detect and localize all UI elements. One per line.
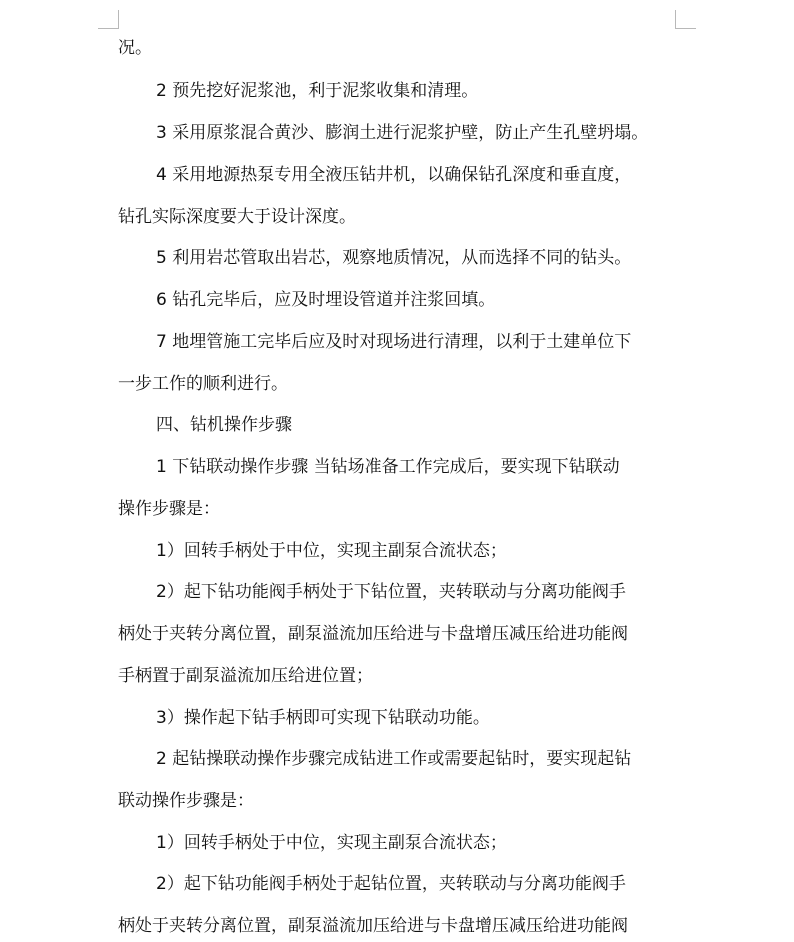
section-heading-text: 四、钻机操作步骤 — [156, 415, 292, 435]
text-line-content: 联动操作步骤是： — [118, 791, 254, 811]
text-line-content: 手柄置于副泵溢流加压给进位置； — [118, 666, 373, 686]
text-line-content: 6 钻孔完毕后，应及时埋设管道并注浆回填。 — [156, 290, 496, 310]
text-line-content: 4 采用地源热泵专用全液压钻井机，以确保钻孔深度和垂直度， — [156, 165, 632, 185]
text-line-content: 钻孔实际深度要大于设计深度。 — [118, 207, 356, 227]
text-line-content: 2）起下钻功能阀手柄处于起钻位置，夹转联动与分离功能阀手 — [156, 874, 626, 894]
text-line-content: 5 利用岩芯管取出岩芯，观察地质情况，从而选择不同的钻头。 — [156, 248, 632, 268]
top-left-margin-mark — [98, 10, 119, 29]
text-line-content: 3 采用原浆混合黄沙、膨润土进行泥浆护壁，防止产生孔壁坍塌。 — [156, 123, 649, 143]
text-line-content: 2 预先挖好泥浆池，利于泥浆收集和清理。 — [156, 81, 479, 101]
text-line-content: 柄处于夹转分离位置，副泵溢流加压给进与卡盘增压减压给进功能阀 — [118, 624, 628, 644]
text-line-content: 1）回转手柄处于中位，实现主副泵合流状态； — [156, 833, 507, 853]
text-line-content: 2）起下钻功能阀手柄处于下钻位置，夹转联动与分离功能阀手 — [156, 582, 626, 602]
text-line-content: 1 下钻联动操作步骤 当钻场准备工作完成后，要实现下钻联动 — [156, 457, 620, 477]
text-line-content: 操作步骤是： — [118, 499, 220, 519]
text-line-content: 2 起钻操联动操作步骤完成钻进工作或需要起钻时，要实现起钻 — [156, 749, 632, 769]
top-right-margin-mark — [675, 10, 696, 29]
text-line-content: 1）回转手柄处于中位，实现主副泵合流状态； — [156, 541, 507, 561]
text-line-content: 3）操作起下钻手柄即可实现下钻联动功能。 — [156, 708, 490, 728]
text-line-content: 一步工作的顺利进行。 — [118, 374, 288, 394]
text-line-content: 况。 — [118, 38, 152, 58]
text-line-content: 柄处于夹转分离位置，副泵溢流加压给进与卡盘增压减压给进功能阀 — [118, 916, 628, 936]
text-line-content: 7 地埋管施工完毕后应及时对现场进行清理，以利于土建单位下 — [156, 332, 632, 352]
